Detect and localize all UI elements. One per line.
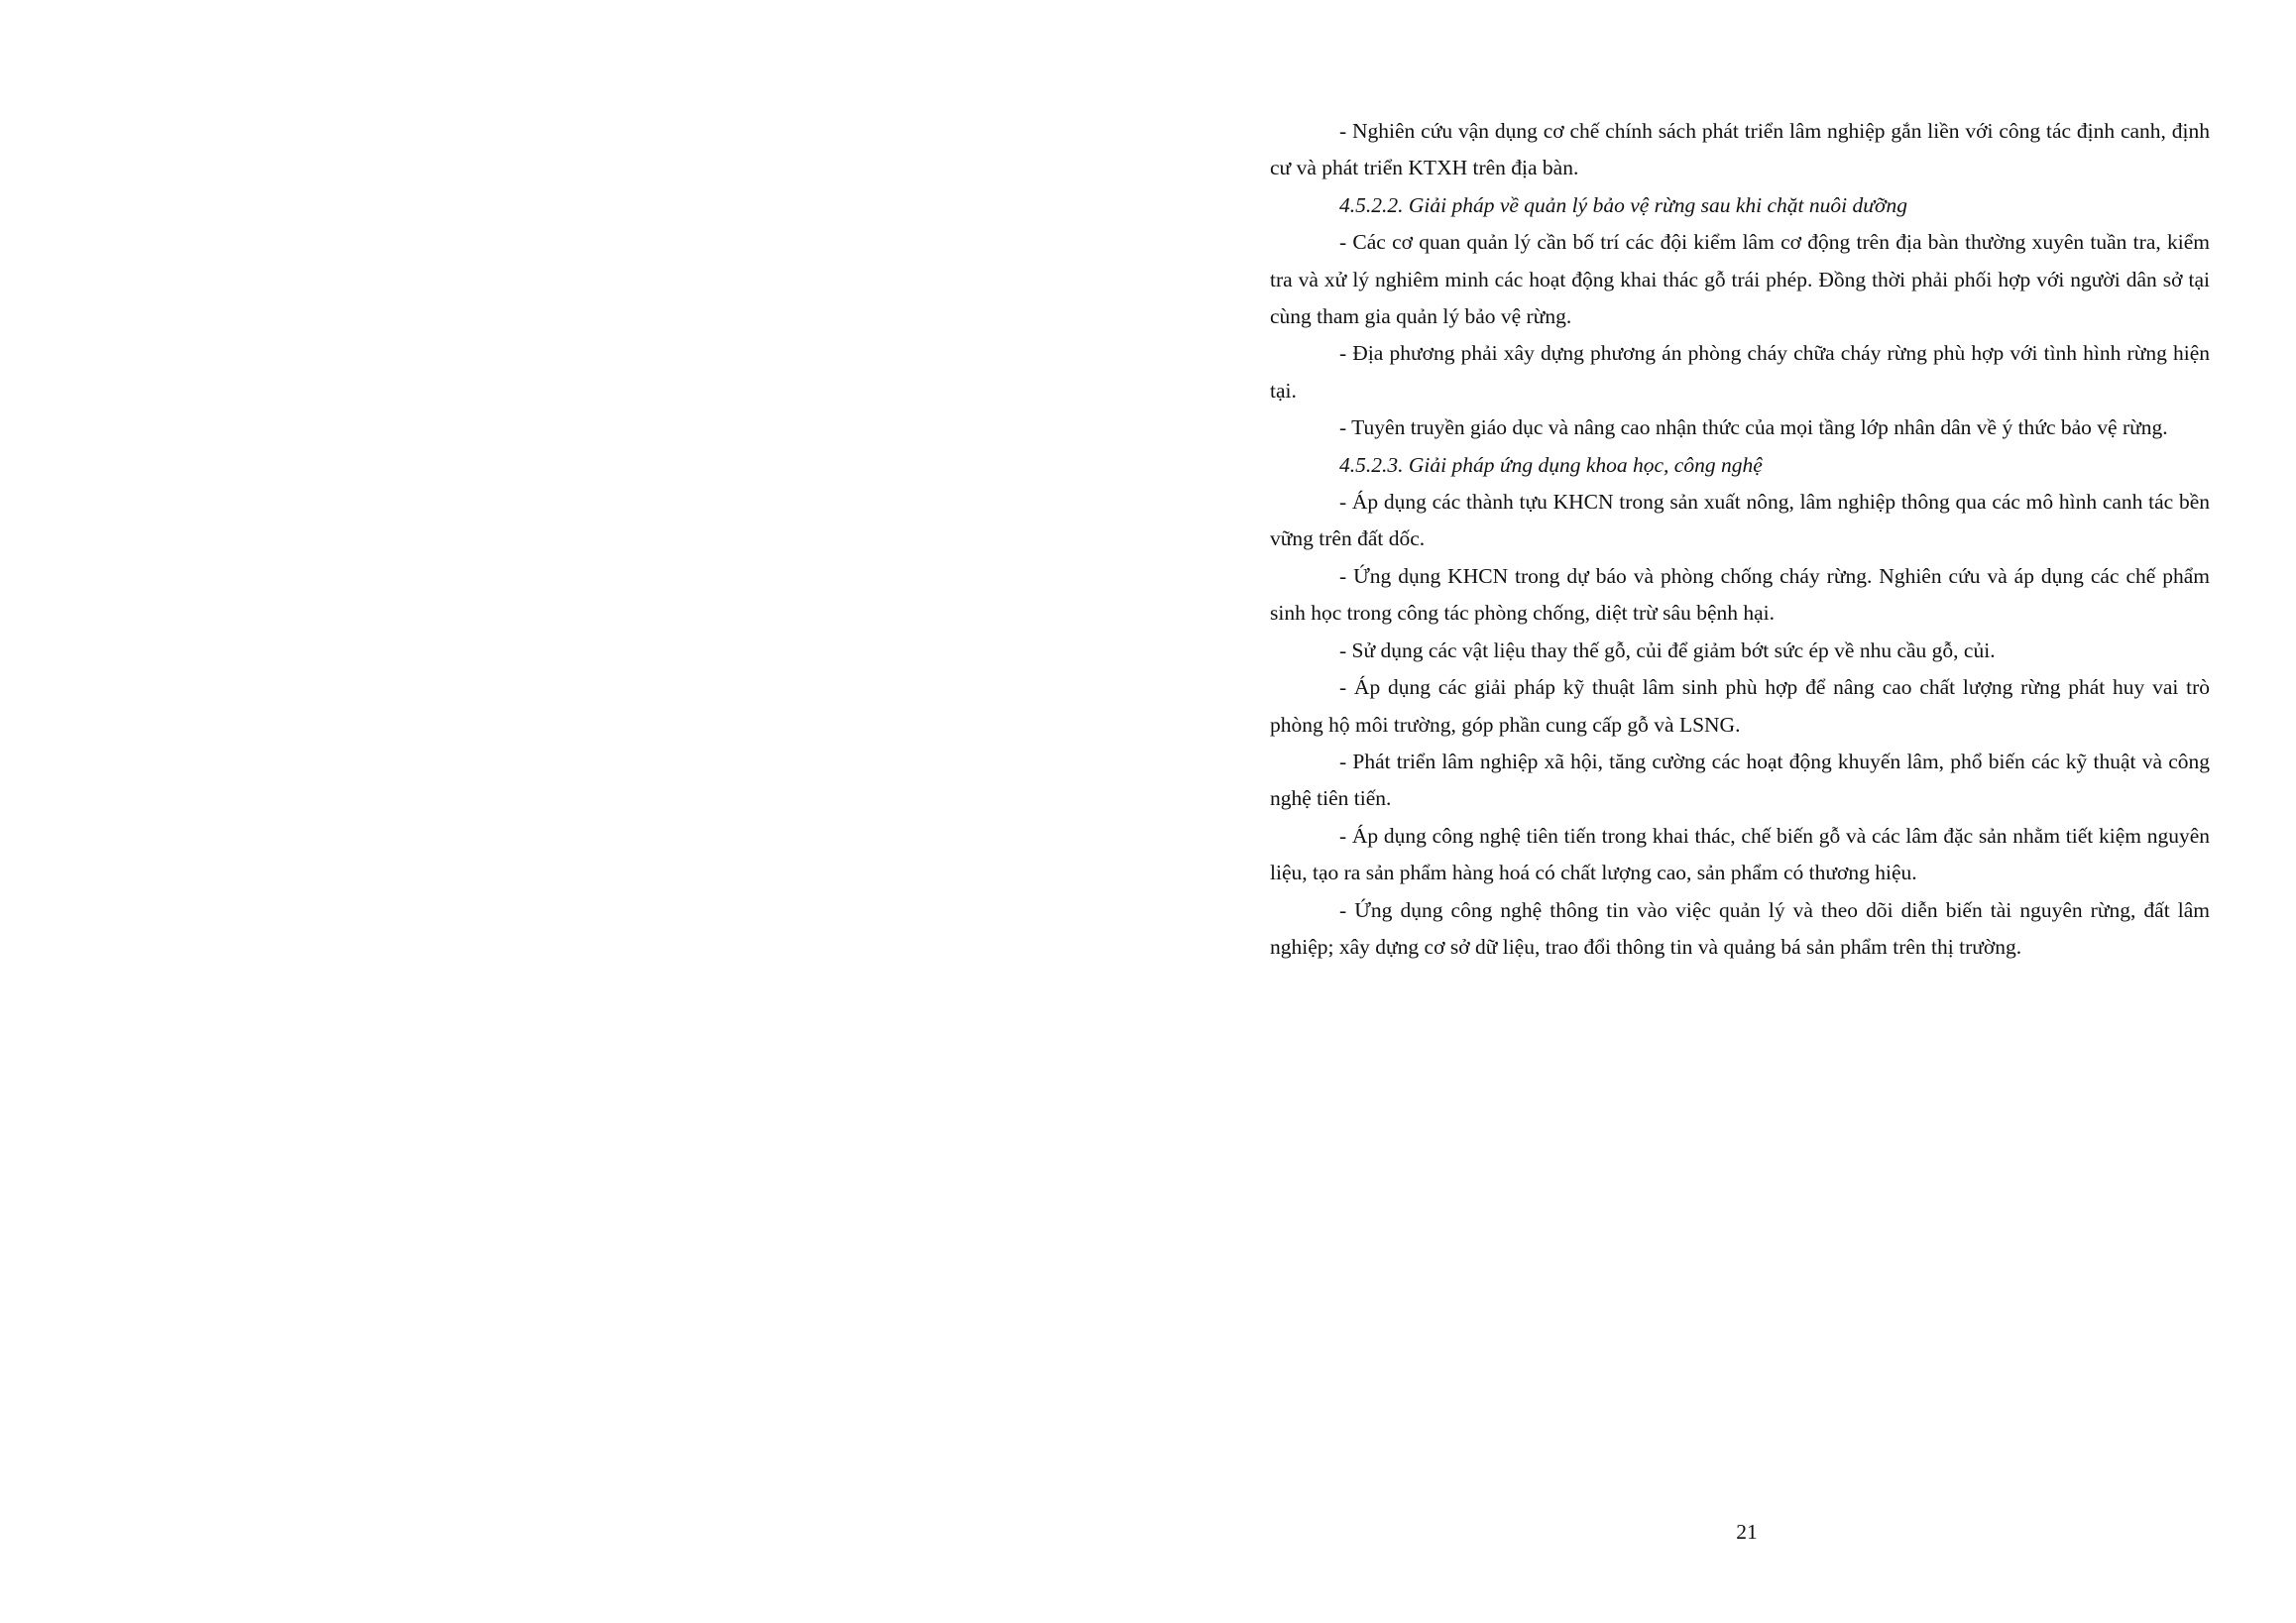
paragraph-policy: - Nghiên cứu vận dụng cơ chế chính sách phát triển lâm nghiệp gắn liền với công tác định canh, định cư và phát triển KTXH trên địa bàn. xyxy=(1270,119,2210,180)
paragraph-social-forestry: - Phát triển lâm nghiệp xã hội, tăng cường các hoạt động khuyến lâm, phổ biến các kỹ thuật và công nghệ tiên tiến. xyxy=(1270,749,2210,811)
page-number: 21 xyxy=(1736,1520,1758,1544)
paragraph-silviculture: - Áp dụng các giải pháp kỹ thuật lâm sinh phù hợp để nâng cao chất lượng rừng phát huy vai trò phòng hộ môi trường, góp phần cung cấp gỗ và LSNG. xyxy=(1270,675,2210,737)
section-heading-science-technology: 4.5.2.3. Giải pháp ứng dụng khoa học, công nghệ xyxy=(1339,452,1763,477)
paragraph-information-technology: - Ứng dụng công nghệ thông tin vào việc quản lý và theo dõi diễn biến tài nguyên rừng, đất lâm nghiệp; xây dựng cơ sở dữ liệu, trao đổi thông tin và quảng bá sản phẩm trên thị trường. xyxy=(1270,897,2210,959)
paragraph-fire-forecast: - Ứng dụng KHCN trong dự báo và phòng chống cháy rừng. Nghiên cứu và áp dụng các chế phẩm sinh học trong công tác phòng chống, diệt trừ sâu bệnh hại. xyxy=(1270,563,2210,626)
section-heading-forest-protection: 4.5.2.2. Giải pháp về quản lý bảo vệ rừng sau khi chặt nuôi dưỡng xyxy=(1339,192,1907,217)
paragraph-processing-technology: - Áp dụng công nghệ tiên tiến trong khai thác, chế biến gỗ và các lâm đặc sản nhằm tiết kiệm nguyên liệu, tạo ra sản phẩm hàng hoá có chất lượng cao, sản phẩm có thương hiệu. xyxy=(1270,823,2210,885)
document-body xyxy=(1270,113,2210,966)
paragraph-education: - Tuyên truyền giáo dục và nâng cao nhận thức của mọi tầng lớp nhân dân về ý thức bảo vệ rừng. xyxy=(1339,415,2168,440)
paragraph-wood-substitutes: - Sử dụng các vật liệu thay thế gỗ, củi để giảm bớt sức ép về nhu cầu gỗ, củi. xyxy=(1339,638,1996,662)
paragraph-ranger-patrols: - Các cơ quan quản lý cần bố trí các đội kiểm lâm cơ động trên địa bàn thường xuyên tuần tra, kiểm tra và xử lý nghiêm minh các hoạt động khai thác gỗ trái phép. Đồng thời phải phối hợp với người dân sở tại cùng tham gia quản lý bảo vệ rừng. xyxy=(1270,230,2210,329)
paragraph-khcn-achievements: - Áp dụng các thành tựu KHCN trong sản xuất nông, lâm nghiệp thông qua các mô hình canh tác bền vững trên đất dốc. xyxy=(1270,490,2210,551)
paragraph-fire-prevention: - Địa phương phải xây dựng phương án phòng cháy chữa cháy rừng phù hợp với tình hình rừng hiện tại. xyxy=(1270,341,2210,403)
